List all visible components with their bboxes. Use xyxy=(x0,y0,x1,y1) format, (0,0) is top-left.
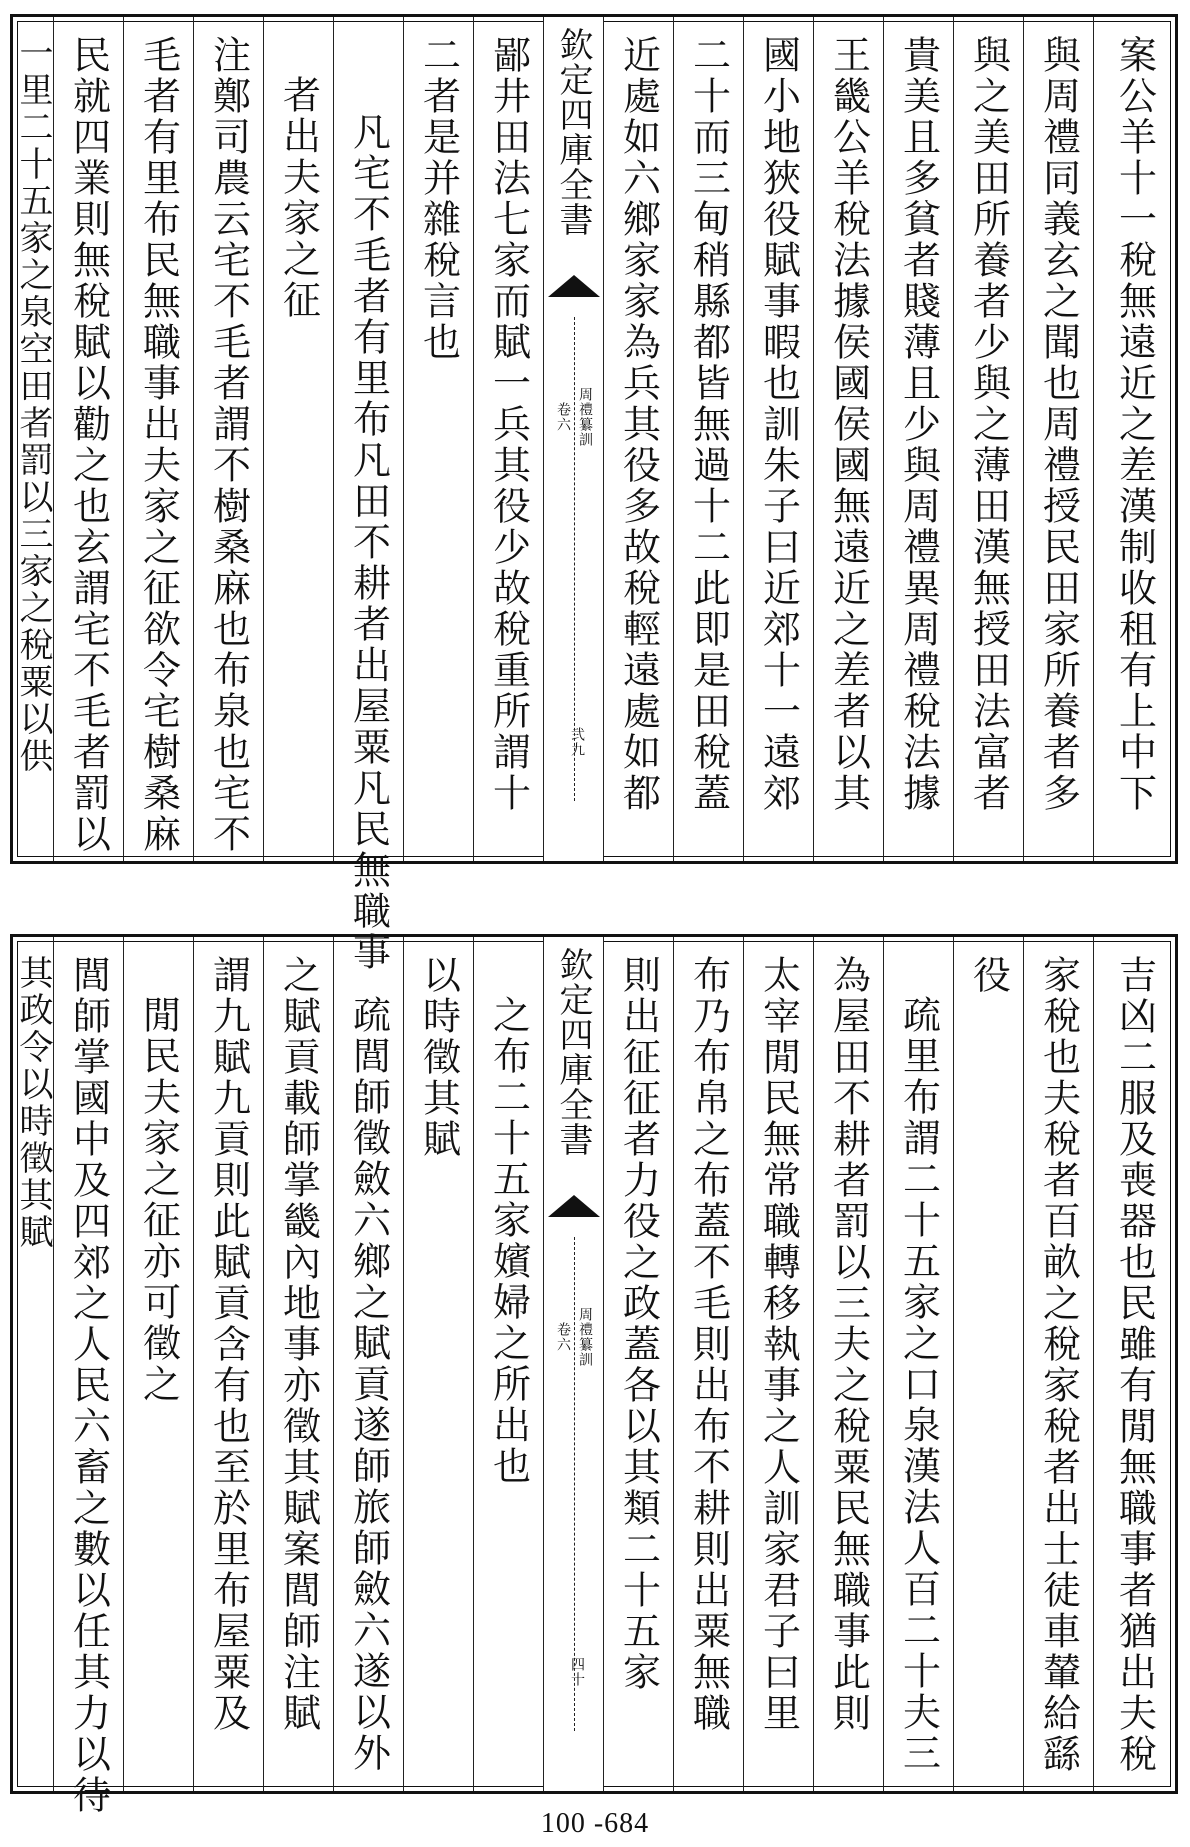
text-column: 以時徵其賦 xyxy=(403,937,473,1791)
fishtail-mark xyxy=(548,275,600,297)
text-column: 鄙井田法七家而賦一兵其役少故稅重所謂十 xyxy=(473,17,543,861)
text-column: 王畿公羊稅法據侯國侯國無遠近之差者以其 xyxy=(813,17,883,861)
text-column: 近處如六鄉家家為兵其役多故稅輕遠處如都 xyxy=(603,17,673,861)
text-column: 疏里布謂二十五家之口泉漢法人百二十夫三 xyxy=(883,937,953,1791)
book-title: 欽定四庫全書 xyxy=(553,947,593,1157)
text-column: 二者是并雜稅言也 xyxy=(403,17,473,861)
center-gutter xyxy=(543,937,603,1791)
center-gutter xyxy=(543,17,603,861)
text-column: 毛者有里布民無職事出夫家之征欲令宅樹桑麻 xyxy=(123,17,193,861)
folio-number: 四十 xyxy=(569,1657,585,1687)
text-column: 者出夫家之征 xyxy=(263,17,333,861)
book-name: 周禮纂訓 xyxy=(577,387,593,447)
text-column: 吉凶二服及喪器也民雖有閒無職事者猶出夫稅 xyxy=(1093,937,1175,1791)
bottom-page-frame xyxy=(10,934,1178,1816)
text-column: 民就四業則無稅賦以勸之也玄謂宅不毛者罰以 xyxy=(53,17,123,861)
text-column: 役 xyxy=(953,937,1023,1791)
text-column: 之賦貢載師掌畿內地事亦徵其賦案閭師注賦 xyxy=(263,937,333,1791)
text-column: 謂九賦九貢則此賦貢含有也至於里布屋粟及 xyxy=(193,937,263,1791)
folio-number: 弐九 xyxy=(569,727,585,757)
volume-label: 卷六 xyxy=(555,402,571,432)
text-column: 貴美且多貧者賤薄且少與周禮異周禮稅法據 xyxy=(883,17,953,861)
text-column: 布乃布帛之布蓋不毛則出布不耕則出粟無職 xyxy=(673,937,743,1791)
book-name: 周禮纂訓 xyxy=(577,1307,593,1367)
text-column: 其政令以時徵其賦 xyxy=(13,955,53,1251)
text-column: 為屋田不耕者罰以三夫之稅粟民無職事此則 xyxy=(813,937,883,1791)
text-column: 注鄭司農云宅不毛者謂不樹桑麻也布泉也宅不 xyxy=(193,17,263,861)
text-column: 二十而三甸稍縣都皆無過十二此即是田稅蓋 xyxy=(673,17,743,861)
text-column: 一里二十五家之泉空田者罰以三家之稅粟以供 xyxy=(13,35,53,775)
text-column: 閭師掌國中及四郊之人民六畜之數以任其力以待 xyxy=(53,937,123,1791)
text-column: 與之美田所養者少與之薄田漢無授田法富者 xyxy=(953,17,1023,861)
text-column: 之布二十五家嬪婦之所出也 xyxy=(473,937,543,1791)
text-column: 國小地狹役賦事暇也訓朱子曰近郊十一遠郊 xyxy=(743,17,813,861)
text-column: 太宰閒民無常職轉移執事之人訓家君子曰里 xyxy=(743,937,813,1791)
text-column: 疏閭師徵斂六鄉之賦貢遂師旅師斂六遂以外 xyxy=(333,937,403,1791)
book-title: 欽定四庫全書 xyxy=(553,27,593,237)
text-column: 家稅也夫稅者百畝之稅家稅者出士徒車輦給繇 xyxy=(1023,937,1093,1791)
bottom-page xyxy=(0,920,1190,1816)
text-column: 案公羊十一稅無遠近之差漢制收租有上中下 xyxy=(1093,17,1175,861)
text-column: 則出征征者力役之政蓋各以其類二十五家 xyxy=(603,937,673,1791)
page-number: 100 -684 xyxy=(540,1808,650,1839)
text-column: 閒民夫家之征亦可徵之 xyxy=(123,937,193,1791)
volume-label: 卷六 xyxy=(555,1322,571,1352)
top-page-frame xyxy=(10,14,1178,973)
text-column: 凡宅不毛者有里布凡田不耕者出屋粟凡民無職事 xyxy=(333,17,403,861)
text-column: 與周禮同義玄之聞也周禮授民田家所養者多 xyxy=(1023,17,1093,861)
fishtail-mark xyxy=(548,1195,600,1217)
